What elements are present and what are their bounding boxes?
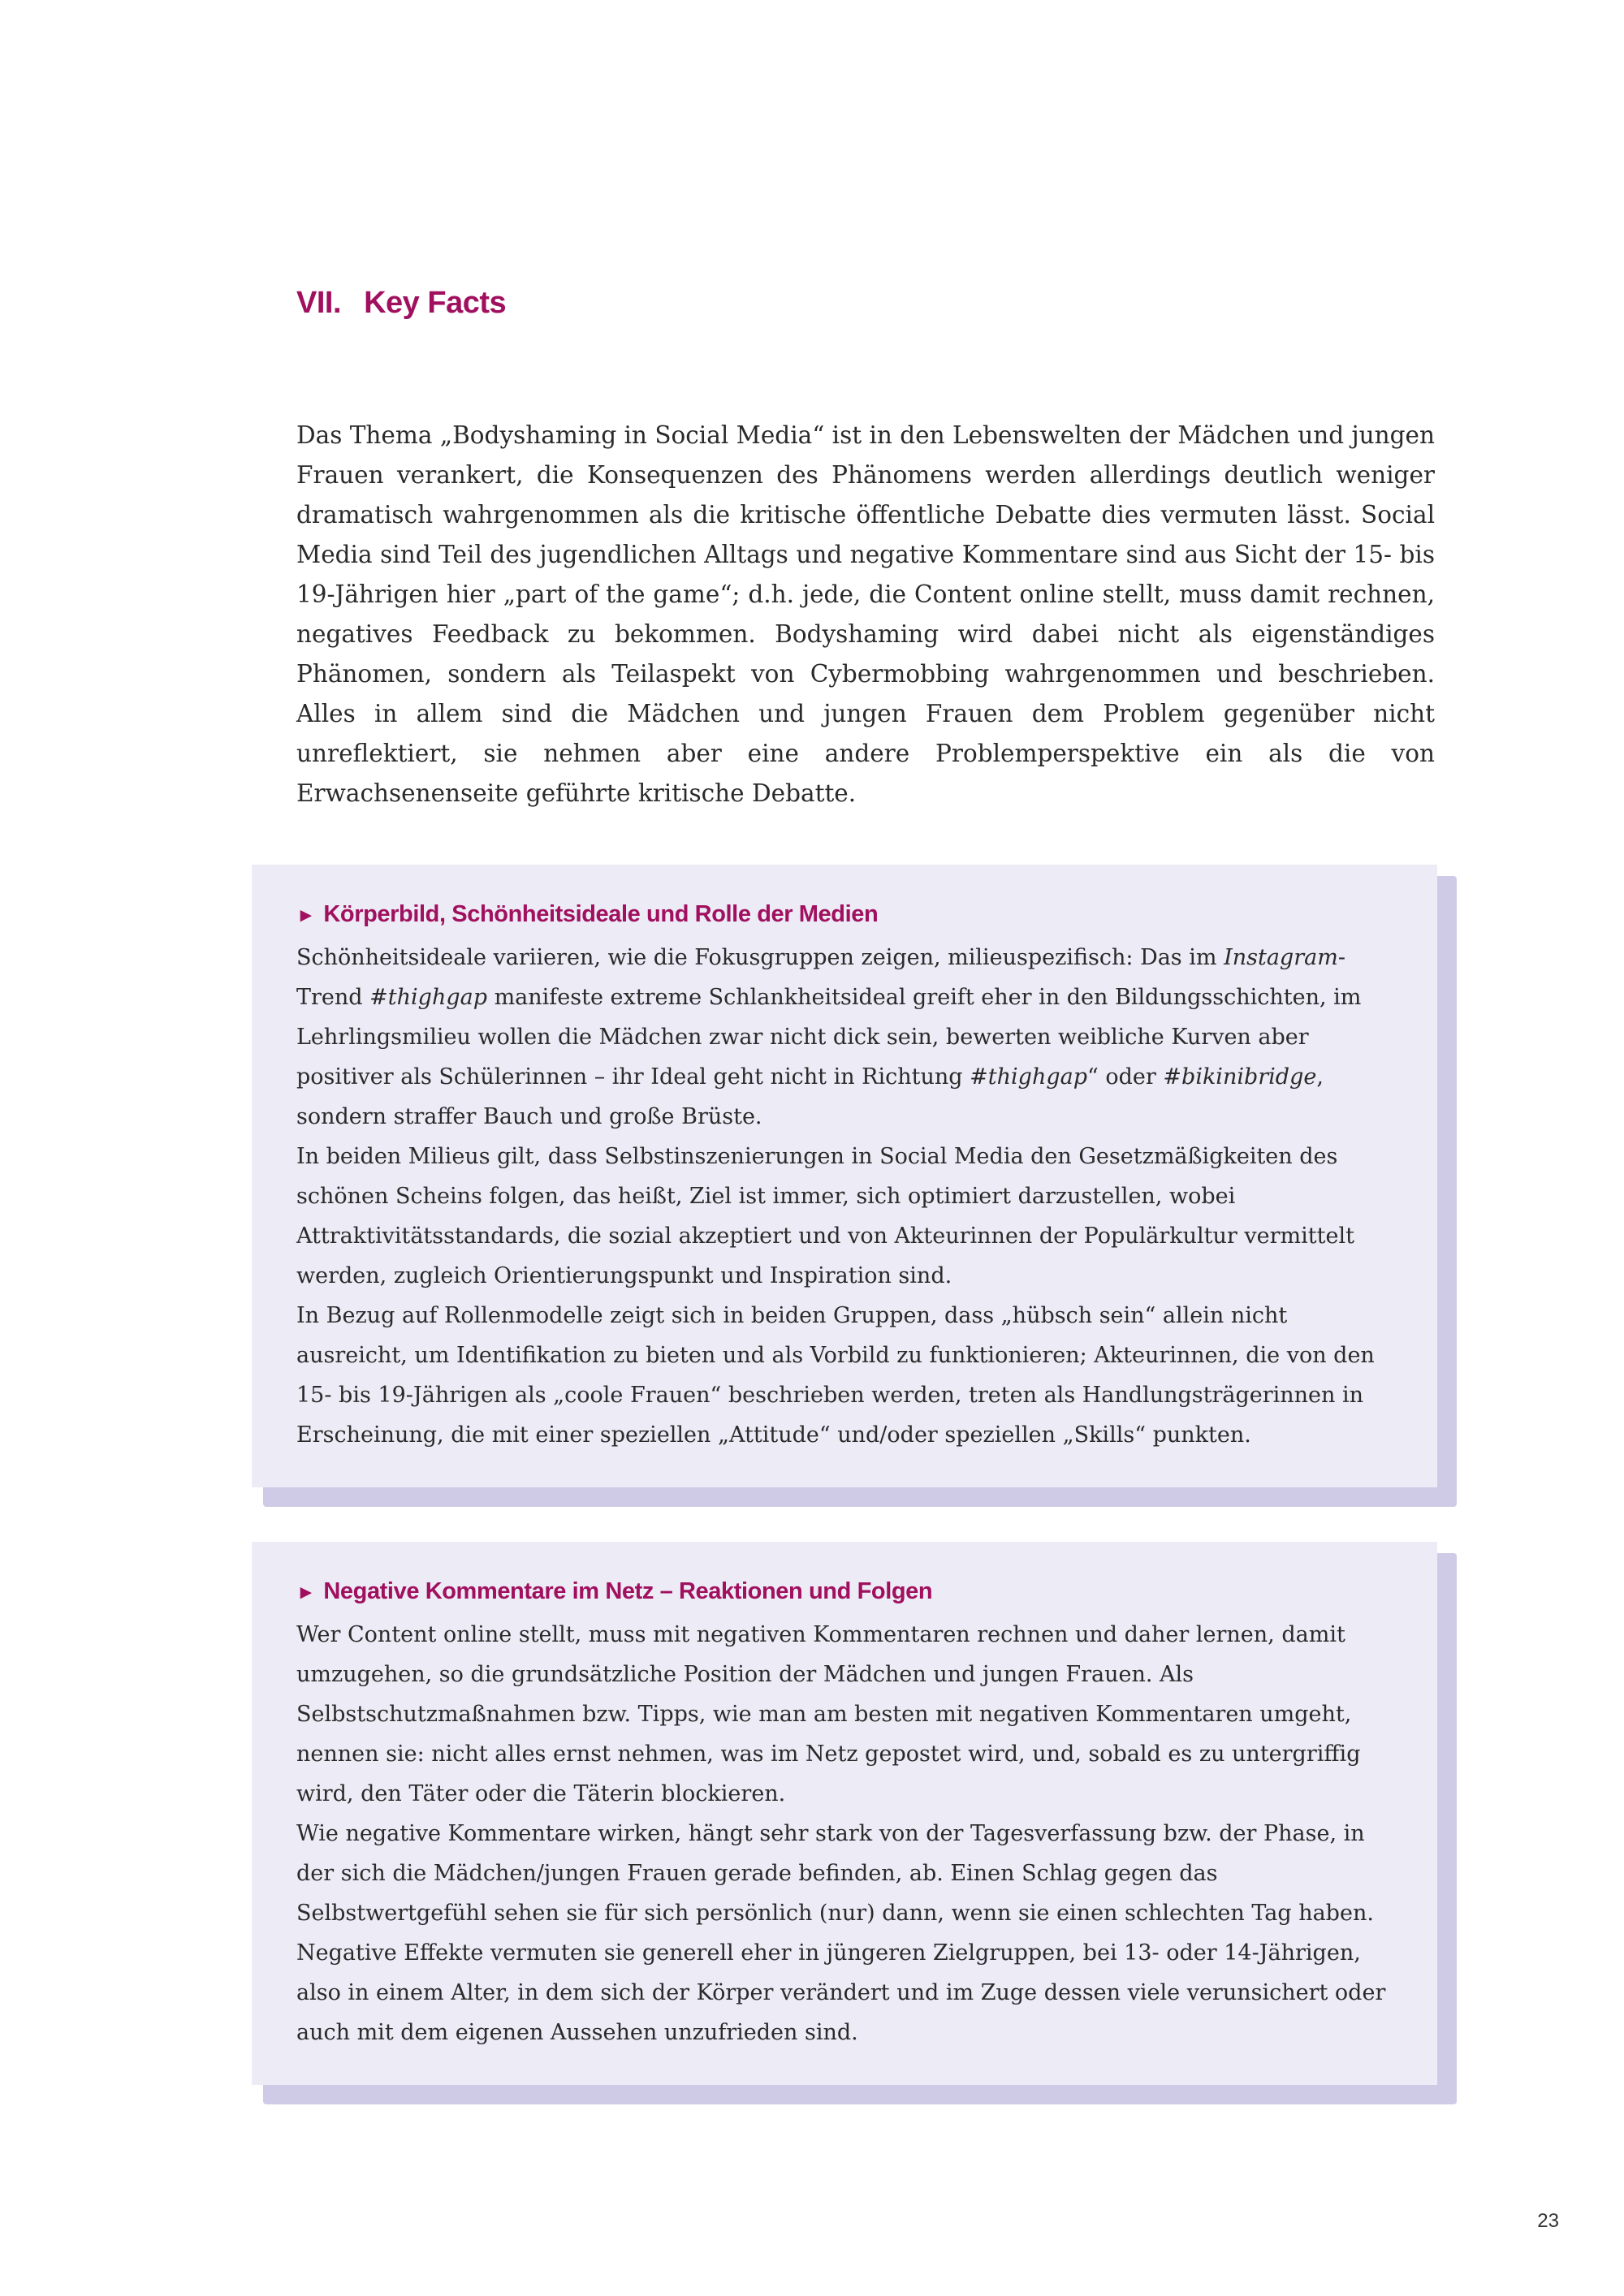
box-paragraph: In Bezug auf Rollenmodelle zeigt sich in beiden Gruppen, dass „hübsch sein“ allein nicht ausreicht, um Identifikation zu bieten und als Vorbild zu funktionieren; Akteurinnen, die von den 15- bis 19-Jährigen als „coole Frauen“ beschrieben werden, treten als Handlungsträgerinnen in Erscheinung, die mit einer speziellen „Attitude“ und/oder speziellen „Skills“ punkten.: [296, 1303, 1375, 1448]
box-negative-comments: [252, 1542, 1437, 2085]
text-run: Schönheitsideale variieren, wie die Fokusgruppen zeigen, milieuspezifisch: Das im: [296, 945, 1224, 970]
box-title-text: Körperbild, Schönheitsideale und Rolle der Medien: [323, 901, 879, 927]
key-fact-box-body-image: [252, 865, 1437, 1487]
italic-hashtag: #thighgap: [970, 1064, 1087, 1090]
box-title-body-image: [296, 896, 1405, 934]
box-paragraph: Wer Content online stellt, muss mit negativen Kommentaren rechnen und daher lernen, damit umzugehen, so die grundsätzliche Position der Mädchen und jungen Frauen. Als Selbstschutzmaßnahmen bzw. Tipps, wie man am besten mit negativen Kommentaren umgeht, nennen sie: nicht alles ernst nehmen, was im Netz gepostet wird, und, sobald es zu untergriffig wird, den Täter oder die Täterin blockieren.: [296, 1622, 1361, 1806]
box-title-text: Negative Kommentare im Netz – Reaktionen und Folgen: [323, 1578, 933, 1604]
section-title: Key Facts: [364, 286, 507, 320]
key-fact-box-negative-comments: [252, 1542, 1437, 2085]
section-heading: [296, 286, 506, 321]
box-body-image: [252, 865, 1437, 1487]
italic-hashtag: #thighgap: [369, 985, 487, 1010]
text-run: -Trend: [296, 945, 1345, 1010]
box-paragraph: Wie negative Kommentare wirken, hängt sehr stark von der Tagesverfassung bzw. der Phase, in der sich die Mädchen/jungen Frauen gerade befinden, ab. Einen Schlag gegen das Selbstwertgefühl sehen sie für sich persönlich (nur) dann, wenn sie einen schlechten Tag haben. Negative Effekte vermuten sie generell eher in jüngeren Zielgruppen, bei 13- oder 14-Jährigen, also in einem Alter, in dem sich der Körper verändert und im Zuge dessen viele verunsichert oder auch mit dem eigenen Aussehen unzufrieden sind.: [296, 1821, 1386, 2045]
box-title-negative-comments: [296, 1573, 1405, 1612]
box-paragraph: [296, 938, 1405, 1137]
box-paragraph: In beiden Milieus gilt, dass Selbstinszenierungen in Social Media den Gesetzmäßigkeiten des schönen Scheins folgen, das heißt, Ziel ist immer, sich optimiert darzustellen, wobei Attraktivitätsstandards, die sozial akzeptiert und von Akteurinnen der Populärkultur vermittelt werden, zugleich Orientierungspunkt und Inspiration sind.: [296, 1144, 1354, 1288]
page-number: 23: [1537, 2210, 1559, 2232]
text-run: , sondern straffer Bauch und große Brüste.: [296, 1064, 1324, 1129]
text-run: “ oder: [1087, 1064, 1164, 1090]
intro-paragraph: Das Thema „Bodyshaming in Social Media“ ist in den Lebenswelten der Mädchen und jungen Frauen verankert, die Konsequenzen des Phänomens werden allerdings deutlich weniger dramatisch wahrgenommen als die kritische öffentliche Debatte dies vermuten lässt. Social Media sind Teil des jugendlichen Alltags und negative Kommentare sind aus Sicht der 15- bis 19-Jährigen hier „part of the game“; d.h. jede, die Content online stellt, muss damit rechnen, negatives Feedback zu bekommen. Bodyshaming wird dabei nicht als eigenständiges Phänomen, sondern als Teilaspekt von Cybermobbing wahrgenommen und beschrieben. Alles in allem sind die Mädchen und jungen Frauen dem Problem gegenüber nicht unreflektiert, sie nehmen aber eine andere Problemperspektive ein als die von Erwachsenenseite geführte kritische Debatte.: [296, 421, 1435, 807]
intro-text: [296, 416, 1435, 814]
section-number: VII.: [296, 286, 342, 320]
italic-term: Instagram: [1224, 945, 1338, 970]
italic-hashtag: #bikinibridge: [1163, 1064, 1317, 1090]
triangle-bullet-icon: ►: [296, 1582, 316, 1603]
triangle-bullet-icon: ►: [296, 904, 316, 926]
text-run: manifeste extreme Schlankheitsideal greift eher in den Bildungsschichten, im Lehrlingsmilieu wollen die Mädchen zwar nicht dick sein, bewerten weibliche Kurven aber positiver als Schülerinnen – ihr Ideal geht nicht in Richtung: [296, 985, 1362, 1090]
